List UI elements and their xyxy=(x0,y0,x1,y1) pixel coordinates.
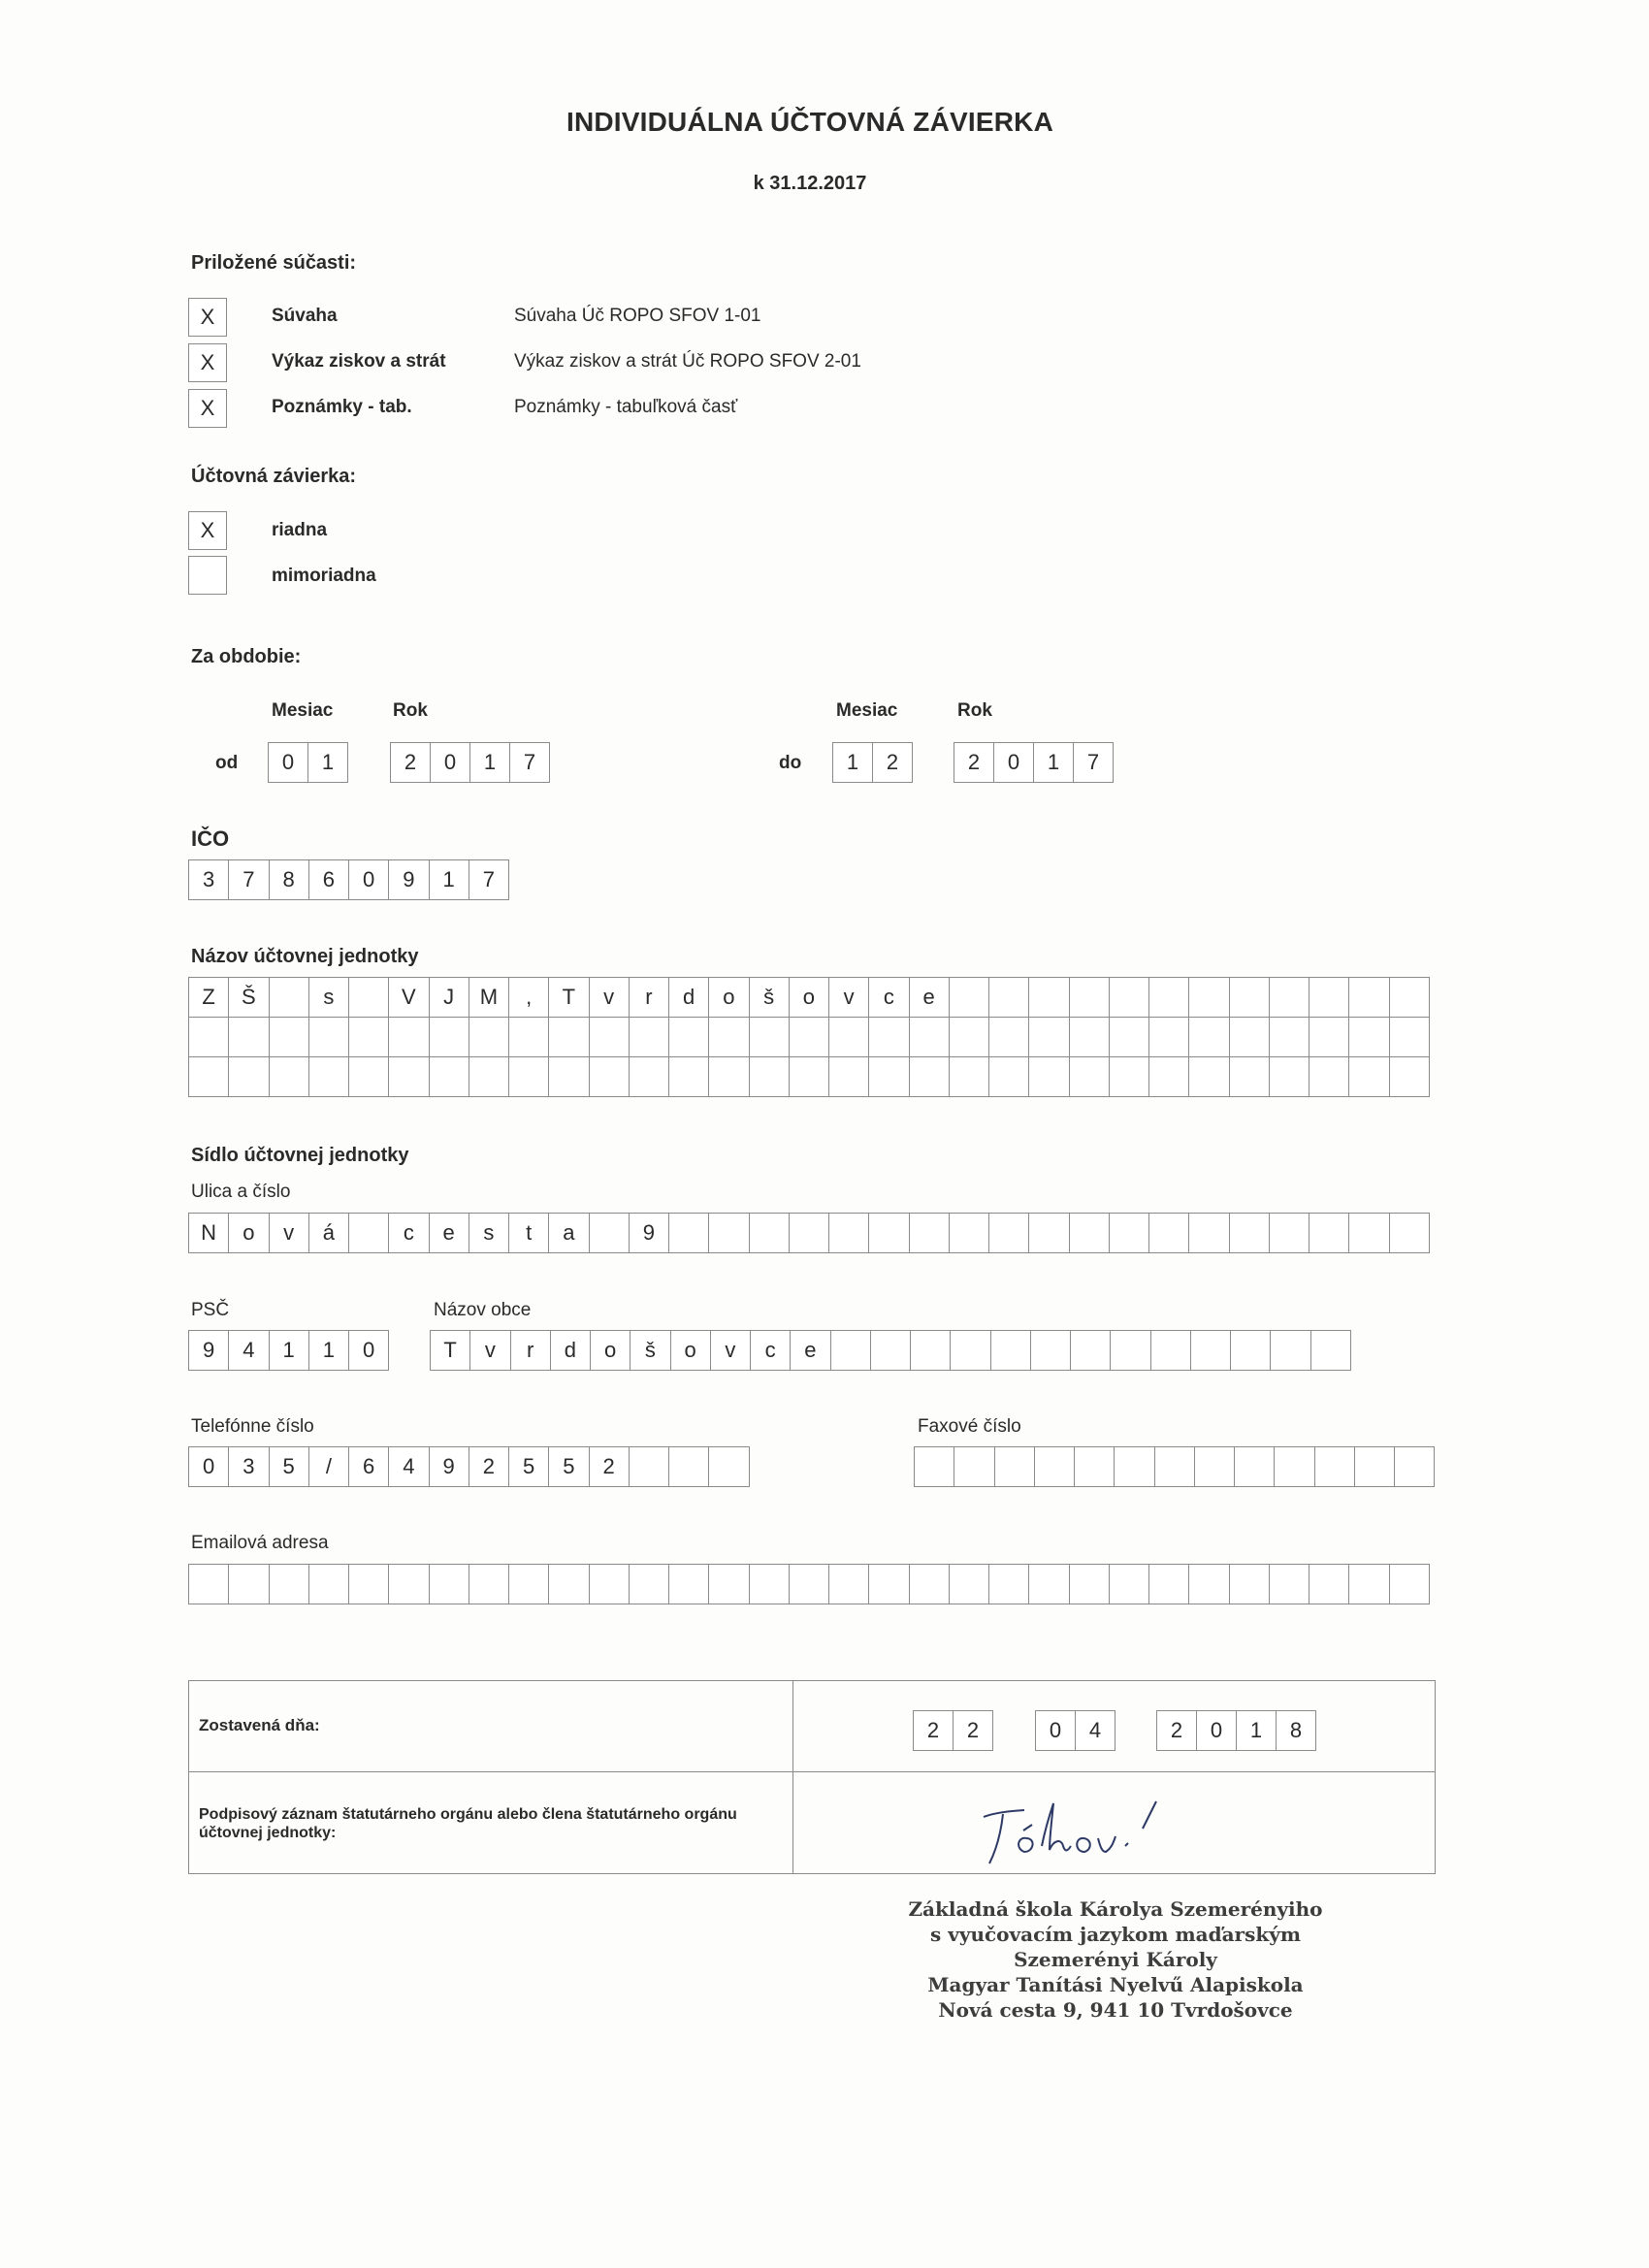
char-box: o xyxy=(790,978,829,1018)
char-box xyxy=(1189,1018,1229,1057)
char-box: v xyxy=(829,978,869,1018)
char-box xyxy=(549,1018,589,1057)
char-box: v xyxy=(711,1331,751,1371)
label-mimoriadna: mimoriadna xyxy=(272,566,376,586)
char-box xyxy=(1149,1057,1189,1097)
char-box xyxy=(829,1057,869,1097)
char-box xyxy=(270,1057,309,1097)
char-box xyxy=(989,978,1029,1018)
char-box: v xyxy=(590,978,630,1018)
char-box: a xyxy=(549,1214,589,1253)
char-box xyxy=(911,1331,951,1371)
town-boxes[interactable] xyxy=(430,1330,1351,1371)
char-box xyxy=(910,1057,950,1097)
char-box xyxy=(1111,1331,1150,1371)
char-box xyxy=(869,1018,909,1057)
digit-box: 1 xyxy=(1237,1711,1277,1751)
char-box xyxy=(1275,1447,1314,1487)
char-box xyxy=(1390,1214,1430,1253)
char-box: s xyxy=(469,1214,509,1253)
char-box xyxy=(669,1018,709,1057)
char-box xyxy=(1395,1447,1435,1487)
char-box xyxy=(630,1057,669,1097)
char-box xyxy=(1189,1057,1229,1097)
digit-box: 1 xyxy=(1034,743,1074,783)
char-box xyxy=(1035,1447,1075,1487)
stamp-line: Szemerényi Károly xyxy=(1014,1948,1217,1971)
char-box xyxy=(1151,1331,1191,1371)
digit-box: 2 xyxy=(954,743,994,783)
compiled-month-boxes[interactable] xyxy=(1035,1710,1116,1751)
char-box: e xyxy=(430,1214,469,1253)
char-box xyxy=(1230,1057,1270,1097)
char-box xyxy=(229,1057,269,1097)
char-box xyxy=(1355,1447,1395,1487)
char-box xyxy=(991,1331,1031,1371)
checkbox-mimoriadna[interactable] xyxy=(188,556,227,595)
char-box: 9 xyxy=(630,1214,669,1253)
char-box xyxy=(1149,1018,1189,1057)
document-title: INDIVIDUÁLNA ÚČTOVNÁ ZÁVIERKA xyxy=(566,107,1054,137)
signature-table xyxy=(188,1680,1436,1874)
char-box xyxy=(790,1565,829,1604)
document-date: k 31.12.2017 xyxy=(753,173,867,194)
char-box xyxy=(989,1057,1029,1097)
char-box xyxy=(1070,978,1110,1018)
char-box: T xyxy=(431,1331,470,1371)
closing-heading: Účtovná závierka: xyxy=(191,466,357,487)
from-label: od xyxy=(215,753,239,773)
char-box xyxy=(1310,1057,1349,1097)
digit-box: 1 xyxy=(308,743,348,783)
desc-vykaz: Výkaz ziskov a strát Úč ROPO SFOV 2-01 xyxy=(514,351,861,372)
char-box xyxy=(989,1214,1029,1253)
to-month-label: Mesiac xyxy=(836,700,898,721)
to-label: do xyxy=(779,753,802,773)
char-box xyxy=(509,1057,549,1097)
char-box xyxy=(349,1057,389,1097)
stamp-line: Nová cesta 9, 941 10 Tvrdošovce xyxy=(938,1998,1293,2022)
digit-box: 0 xyxy=(1197,1711,1237,1751)
stamp-line: s vyučovacím jazykom maďarským xyxy=(929,1923,1301,1946)
digit-box: 0 xyxy=(994,743,1034,783)
period-heading: Za obdobie: xyxy=(191,646,302,667)
digit-box: 1 xyxy=(470,743,510,783)
char-box: 3 xyxy=(229,1447,269,1487)
char-box xyxy=(270,1565,309,1604)
char-box xyxy=(709,1565,749,1604)
char-box xyxy=(750,1057,790,1097)
char-box xyxy=(1310,978,1349,1018)
char-box xyxy=(1149,978,1189,1018)
char-box xyxy=(1195,1447,1235,1487)
char-box xyxy=(630,1447,669,1487)
char-box xyxy=(1191,1331,1231,1371)
char-box xyxy=(1235,1447,1275,1487)
digit-box: 7 xyxy=(1074,743,1114,783)
char-box xyxy=(750,1214,790,1253)
char-box: Z xyxy=(189,978,229,1018)
email-boxes[interactable] xyxy=(188,1564,1430,1604)
street-label: Ulica a číslo xyxy=(191,1182,291,1202)
from-year-boxes[interactable] xyxy=(390,742,550,783)
char-box: 1 xyxy=(270,1331,309,1371)
char-box xyxy=(229,1565,269,1604)
char-box: 8 xyxy=(270,860,309,900)
char-box: e xyxy=(791,1331,830,1371)
stamp-line: Základná škola Károlya Szemerényiho xyxy=(908,1897,1323,1921)
char-box xyxy=(829,1565,869,1604)
char-box: o xyxy=(229,1214,269,1253)
char-box: 6 xyxy=(349,1447,389,1487)
to-month-boxes[interactable] xyxy=(832,742,913,783)
char-box xyxy=(349,978,389,1018)
ico-label: IČO xyxy=(191,826,230,851)
from-month-label: Mesiac xyxy=(272,700,334,721)
email-label: Emailová adresa xyxy=(191,1533,329,1553)
char-box xyxy=(1189,1565,1229,1604)
entity-name-row[interactable] xyxy=(188,977,1430,1018)
char-box xyxy=(1110,1057,1149,1097)
char-box xyxy=(270,978,309,1018)
seat-heading: Sídlo účtovnej jednotky xyxy=(191,1145,409,1166)
char-box xyxy=(1390,1565,1430,1604)
checkbox-suvaha[interactable]: X xyxy=(188,298,227,337)
char-box xyxy=(229,1018,269,1057)
char-box xyxy=(709,1018,749,1057)
char-box xyxy=(829,1018,869,1057)
char-box xyxy=(1110,1018,1149,1057)
char-box xyxy=(590,1565,630,1604)
entity-name-grid[interactable] xyxy=(188,977,1430,1097)
label-vykaz: Výkaz ziskov a strát xyxy=(272,351,446,372)
char-box xyxy=(1270,1214,1310,1253)
desc-suvaha: Súvaha Úč ROPO SFOV 1-01 xyxy=(514,306,761,326)
label-poznamky: Poznámky - tab. xyxy=(272,397,412,417)
char-box xyxy=(1155,1447,1195,1487)
char-box xyxy=(709,1214,749,1253)
char-box xyxy=(549,1057,589,1097)
char-box xyxy=(1029,978,1069,1018)
char-box xyxy=(790,1018,829,1057)
digit-box: 2 xyxy=(873,743,913,783)
digit-box: 2 xyxy=(914,1711,954,1751)
char-box xyxy=(915,1447,954,1487)
char-box: / xyxy=(309,1447,349,1487)
char-box xyxy=(389,1565,429,1604)
char-box xyxy=(349,1565,389,1604)
char-box: 5 xyxy=(549,1447,589,1487)
char-box xyxy=(829,1214,869,1253)
char-box xyxy=(995,1447,1035,1487)
school-stamp xyxy=(902,1896,1329,2023)
char-box xyxy=(189,1565,229,1604)
char-box xyxy=(430,1057,469,1097)
char-box xyxy=(669,1565,709,1604)
char-box: c xyxy=(389,1214,429,1253)
char-box: 7 xyxy=(469,860,509,900)
to-year-label: Rok xyxy=(957,700,992,721)
char-box xyxy=(309,1057,349,1097)
char-box: c xyxy=(869,978,909,1018)
char-box xyxy=(1310,1018,1349,1057)
char-box xyxy=(590,1018,630,1057)
char-box: o xyxy=(671,1331,711,1371)
compiled-year-boxes[interactable] xyxy=(1156,1710,1316,1751)
char-box xyxy=(1189,978,1229,1018)
char-box xyxy=(1270,1018,1310,1057)
char-box xyxy=(871,1331,911,1371)
char-box xyxy=(790,1057,829,1097)
char-box xyxy=(1271,1331,1310,1371)
street-boxes[interactable] xyxy=(188,1213,1430,1253)
char-box xyxy=(1029,1057,1069,1097)
char-box xyxy=(869,1565,909,1604)
stamp-line: Magyar Tanítási Nyelvű Alapiskola xyxy=(927,1973,1304,1996)
char-box xyxy=(189,1057,229,1097)
char-box xyxy=(950,1214,989,1253)
char-box xyxy=(469,1057,509,1097)
char-box: 0 xyxy=(349,860,389,900)
checkbox-riadna[interactable]: X xyxy=(188,511,227,550)
char-box xyxy=(1349,978,1389,1018)
char-box xyxy=(709,1057,749,1097)
char-box xyxy=(1110,1565,1149,1604)
digit-box: 4 xyxy=(1076,1711,1116,1751)
town-label: Názov obce xyxy=(434,1300,532,1320)
char-box xyxy=(1349,1214,1389,1253)
digit-box: 0 xyxy=(269,743,308,783)
phone-boxes[interactable] xyxy=(188,1446,750,1487)
char-box: , xyxy=(509,978,549,1018)
char-box: o xyxy=(591,1331,630,1371)
char-box xyxy=(831,1331,871,1371)
char-box: Š xyxy=(229,978,269,1018)
char-box xyxy=(1349,1057,1389,1097)
char-box xyxy=(1230,1018,1270,1057)
char-box xyxy=(1070,1057,1110,1097)
digit-box: 0 xyxy=(431,743,470,783)
char-box xyxy=(1270,978,1310,1018)
char-box xyxy=(1031,1331,1071,1371)
char-box: 4 xyxy=(389,1447,429,1487)
char-box xyxy=(270,1018,309,1057)
char-box xyxy=(1230,1565,1270,1604)
char-box xyxy=(1149,1214,1189,1253)
char-box xyxy=(1115,1447,1154,1487)
digit-box: 2 xyxy=(391,743,431,783)
char-box: N xyxy=(189,1214,229,1253)
char-box xyxy=(590,1057,630,1097)
char-box xyxy=(1390,1057,1430,1097)
char-box: 5 xyxy=(270,1447,309,1487)
handwritten-signature xyxy=(970,1788,1183,1870)
from-year-label: Rok xyxy=(393,700,428,721)
compiled-label: Zostavená dňa: xyxy=(199,1716,320,1734)
char-box: r xyxy=(630,978,669,1018)
char-box: š xyxy=(750,978,790,1018)
char-box xyxy=(790,1214,829,1253)
char-box xyxy=(469,1565,509,1604)
char-box: e xyxy=(910,978,950,1018)
digit-box: 8 xyxy=(1277,1711,1316,1751)
char-box xyxy=(989,1018,1029,1057)
label-riadna: riadna xyxy=(272,520,328,540)
char-box xyxy=(910,1214,950,1253)
char-box xyxy=(709,1447,749,1487)
char-box: 5 xyxy=(509,1447,549,1487)
char-box: s xyxy=(309,978,349,1018)
label-suvaha: Súvaha xyxy=(272,306,338,326)
char-box: t xyxy=(509,1214,549,1253)
char-box: 6 xyxy=(309,860,349,900)
char-box: š xyxy=(630,1331,670,1371)
phone-label: Telefónne číslo xyxy=(191,1416,314,1437)
char-box: v xyxy=(270,1214,309,1253)
psc-label: PSČ xyxy=(191,1300,230,1320)
char-box xyxy=(1270,1565,1310,1604)
char-box xyxy=(669,1057,709,1097)
char-box xyxy=(1311,1331,1351,1371)
ico-boxes[interactable] xyxy=(188,859,509,900)
char-box xyxy=(509,1565,549,1604)
char-box xyxy=(669,1447,709,1487)
char-box xyxy=(1349,1018,1389,1057)
char-box xyxy=(349,1018,389,1057)
digit-box: 2 xyxy=(954,1711,993,1751)
char-box xyxy=(1071,1331,1111,1371)
char-box xyxy=(950,978,989,1018)
char-box xyxy=(750,1565,790,1604)
char-box xyxy=(1029,1018,1069,1057)
char-box: V xyxy=(389,978,429,1018)
char-box xyxy=(1075,1447,1115,1487)
char-box: 0 xyxy=(189,1447,229,1487)
char-box xyxy=(1110,1214,1149,1253)
char-box xyxy=(1231,1331,1271,1371)
char-box: o xyxy=(709,978,749,1018)
char-box xyxy=(951,1331,990,1371)
char-box xyxy=(1390,1018,1430,1057)
char-box: 3 xyxy=(189,860,229,900)
digit-box: 1 xyxy=(833,743,873,783)
char-box: á xyxy=(309,1214,349,1253)
char-box xyxy=(1390,978,1430,1018)
char-box xyxy=(1070,1565,1110,1604)
char-box xyxy=(189,1018,229,1057)
char-box: 4 xyxy=(229,1331,269,1371)
char-box xyxy=(1029,1565,1069,1604)
char-box: 0 xyxy=(349,1331,389,1371)
char-box xyxy=(430,1565,469,1604)
char-box: T xyxy=(549,978,589,1018)
char-box: d xyxy=(669,978,709,1018)
char-box xyxy=(1029,1214,1069,1253)
char-box: 2 xyxy=(469,1447,509,1487)
char-box xyxy=(549,1565,589,1604)
char-box: c xyxy=(751,1331,791,1371)
to-year-boxes[interactable] xyxy=(954,742,1114,783)
char-box: J xyxy=(430,978,469,1018)
char-box xyxy=(950,1018,989,1057)
char-box xyxy=(630,1565,669,1604)
digit-box: 0 xyxy=(1036,1711,1076,1751)
char-box: 7 xyxy=(229,860,269,900)
char-box xyxy=(869,1214,909,1253)
char-box xyxy=(1349,1565,1389,1604)
fax-boxes[interactable] xyxy=(914,1446,1435,1487)
char-box: 9 xyxy=(430,1447,469,1487)
char-box xyxy=(954,1447,994,1487)
char-box: r xyxy=(511,1331,551,1371)
char-box xyxy=(389,1018,429,1057)
desc-poznamky: Poznámky - tabuľková časť xyxy=(514,397,738,417)
char-box xyxy=(630,1018,669,1057)
char-box xyxy=(1270,1057,1310,1097)
entity-name-row[interactable] xyxy=(188,1018,1430,1057)
checkbox-poznamky[interactable]: X xyxy=(188,389,227,428)
char-box xyxy=(950,1057,989,1097)
digit-box: 2 xyxy=(1157,1711,1197,1751)
char-box xyxy=(1315,1447,1355,1487)
char-box xyxy=(309,1018,349,1057)
char-box xyxy=(1230,1214,1270,1253)
char-box xyxy=(349,1214,389,1253)
char-box: 2 xyxy=(590,1447,630,1487)
char-box: 9 xyxy=(389,860,429,900)
digit-box: 7 xyxy=(510,743,550,783)
char-box xyxy=(669,1214,709,1253)
char-box xyxy=(469,1018,509,1057)
char-box xyxy=(389,1057,429,1097)
char-box xyxy=(430,1018,469,1057)
attached-heading: Priložené súčasti: xyxy=(191,252,357,274)
char-box: v xyxy=(470,1331,510,1371)
char-box xyxy=(989,1565,1029,1604)
char-box: 1 xyxy=(430,860,469,900)
char-box xyxy=(1310,1214,1349,1253)
char-box xyxy=(1070,1018,1110,1057)
entity-name-row[interactable] xyxy=(188,1057,1430,1097)
char-box xyxy=(869,1057,909,1097)
char-box: d xyxy=(551,1331,591,1371)
from-month-boxes[interactable] xyxy=(268,742,348,783)
fax-label: Faxové číslo xyxy=(918,1416,1021,1437)
char-box xyxy=(910,1018,950,1057)
psc-boxes[interactable] xyxy=(188,1330,389,1371)
char-box xyxy=(1189,1214,1229,1253)
char-box xyxy=(1149,1565,1189,1604)
compiled-day-boxes[interactable] xyxy=(913,1710,993,1751)
char-box xyxy=(1110,978,1149,1018)
char-box: 1 xyxy=(309,1331,349,1371)
signature-label: Podpisový záznam štatutárneho orgánu alebo člena štatutárneho orgánu účtovnej jednotky: xyxy=(199,1806,737,1841)
checkbox-vykaz[interactable]: X xyxy=(188,343,227,382)
char-box: M xyxy=(469,978,509,1018)
entity-name-label: Názov účtovnej jednotky xyxy=(191,946,419,967)
char-box xyxy=(1310,1565,1349,1604)
char-box: 9 xyxy=(189,1331,229,1371)
char-box xyxy=(1070,1214,1110,1253)
char-box xyxy=(509,1018,549,1057)
char-box xyxy=(950,1565,989,1604)
char-box xyxy=(1230,978,1270,1018)
char-box xyxy=(309,1565,349,1604)
char-box xyxy=(750,1018,790,1057)
char-box xyxy=(590,1214,630,1253)
char-box xyxy=(910,1565,950,1604)
